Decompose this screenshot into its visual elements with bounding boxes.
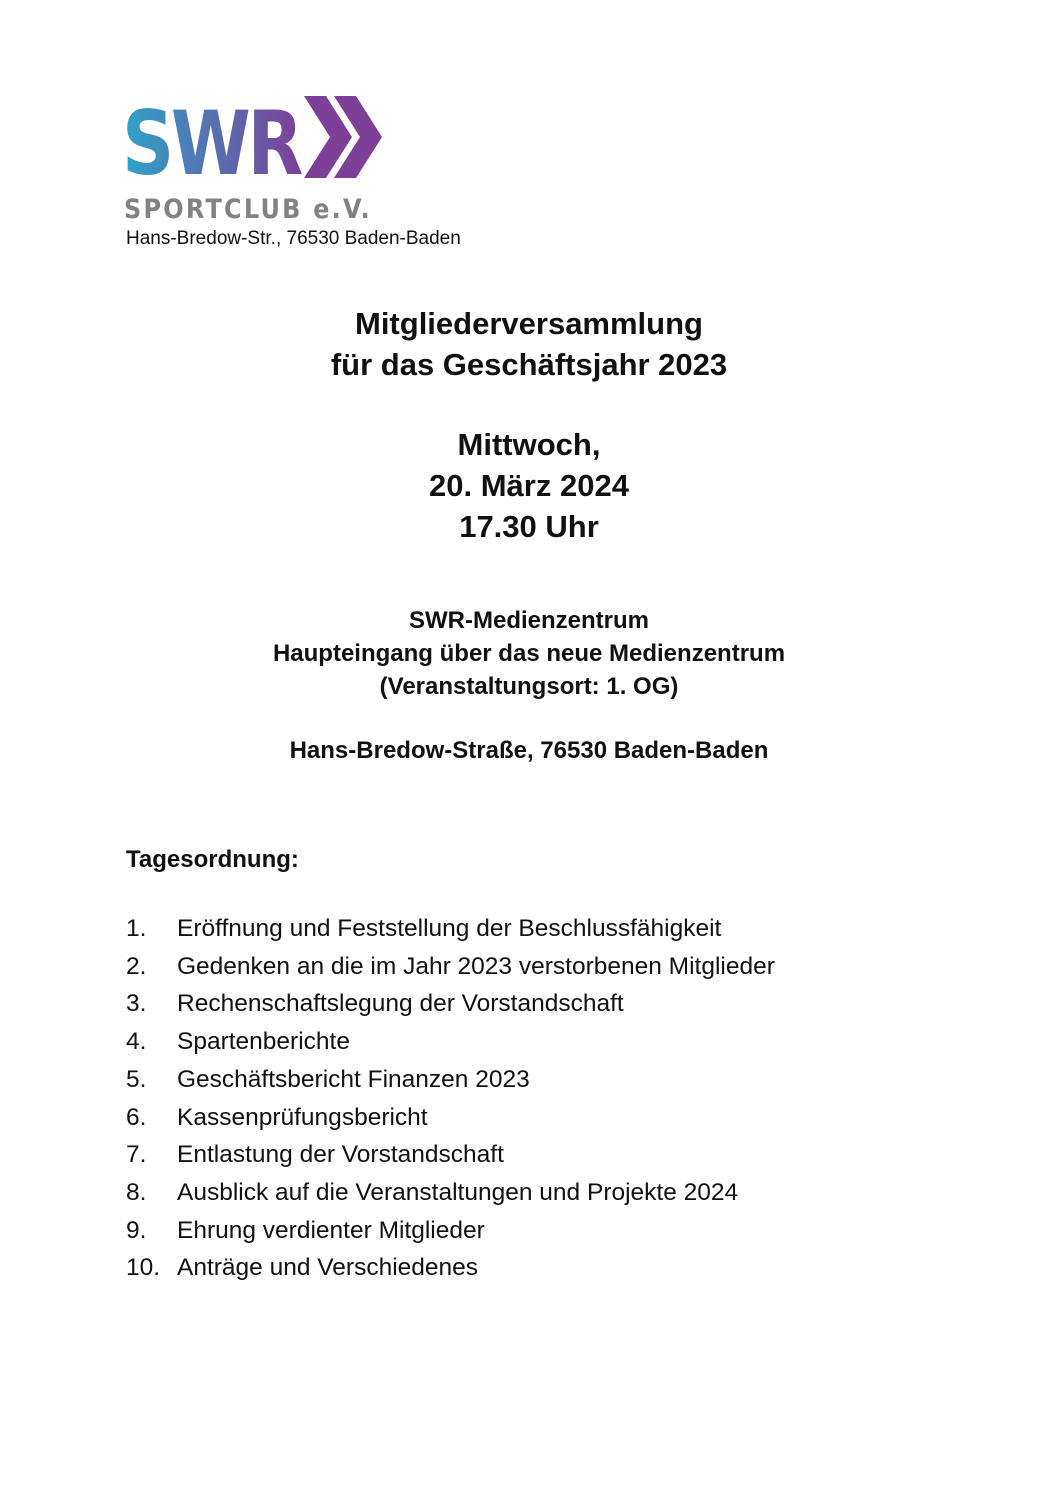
agenda-item	[126, 1249, 775, 1287]
agenda-item-number: 4.	[126, 1028, 147, 1056]
agenda-item	[126, 1212, 775, 1250]
agenda-item	[126, 1061, 775, 1099]
agenda-item-number: 2.	[126, 952, 147, 980]
agenda-item-text: Kassenprüfungsbericht	[177, 1103, 428, 1131]
logo-subline: SPORTCLUB e.V.	[124, 194, 372, 224]
club-address: Hans-Bredow-Str., 76530 Baden-Baden	[126, 228, 461, 249]
venue-address: Hans-Bredow-Straße, 76530 Baden-Baden	[289, 737, 769, 764]
agenda-item-text: Rechenschaftslegung der Vorstandschaft	[177, 990, 624, 1018]
agenda-item-number: 3.	[126, 990, 147, 1018]
meeting-date	[0, 424, 1058, 547]
agenda-item-text: Eröffnung und Feststellung der Beschlussfähigkeit	[177, 915, 722, 942]
date-time: 17.30 Uhr	[459, 509, 599, 544]
agenda-item	[126, 1136, 775, 1174]
agenda-list	[126, 910, 775, 1287]
venue-location: (Veranstaltungsort: 1. OG)	[379, 673, 679, 700]
agenda-item-number: 8.	[126, 1178, 147, 1206]
agenda-item-number: 9.	[126, 1216, 147, 1244]
agenda-item-number: 1.	[126, 915, 147, 942]
agenda-item-number: 6.	[126, 1103, 147, 1131]
agenda-item-number: 10.	[126, 1254, 161, 1282]
agenda-item-text: Anträge und Verschiedenes	[177, 1254, 479, 1282]
logo-graphic	[122, 92, 392, 224]
agenda-item-text: Geschäftsbericht Finanzen 2023	[177, 1065, 530, 1093]
agenda-item	[126, 1099, 775, 1137]
agenda-item	[126, 948, 775, 986]
document-title	[0, 303, 1058, 385]
swr-sportclub-logo	[122, 92, 392, 224]
agenda-item	[126, 985, 775, 1023]
title-line-1: Mitgliederversammlung	[355, 306, 703, 341]
agenda-item-text: Spartenberichte	[177, 1028, 350, 1056]
venue-name: SWR-Medienzentrum	[409, 607, 649, 634]
venue-entrance: Haupteingang über das neue Medienzentrum	[272, 640, 786, 667]
logo-wordmark: SWR	[122, 92, 302, 195]
date-day: 20. März 2024	[429, 468, 629, 503]
agenda-item-number: 7.	[126, 1141, 147, 1169]
agenda-item-text: Ausblick auf die Veranstaltungen und Projekte 2024	[177, 1178, 739, 1206]
agenda-item	[126, 1174, 775, 1212]
agenda-item	[126, 1023, 775, 1061]
date-weekday: Mittwoch,	[457, 427, 601, 462]
agenda-item-text: Ehrung verdienter Mitglieder	[177, 1216, 485, 1244]
venue-block	[0, 604, 1058, 703]
agenda-heading: Tagesordnung:	[126, 846, 299, 873]
agenda-item-text: Gedenken an die im Jahr 2023 verstorbenen Mitglieder	[177, 952, 775, 980]
agenda-item-text: Entlastung der Vorstandschaft	[177, 1141, 504, 1169]
agenda-item	[126, 910, 775, 948]
title-line-2: für das Geschäftsjahr 2023	[330, 347, 728, 382]
agenda-item-number: 5.	[126, 1065, 147, 1093]
